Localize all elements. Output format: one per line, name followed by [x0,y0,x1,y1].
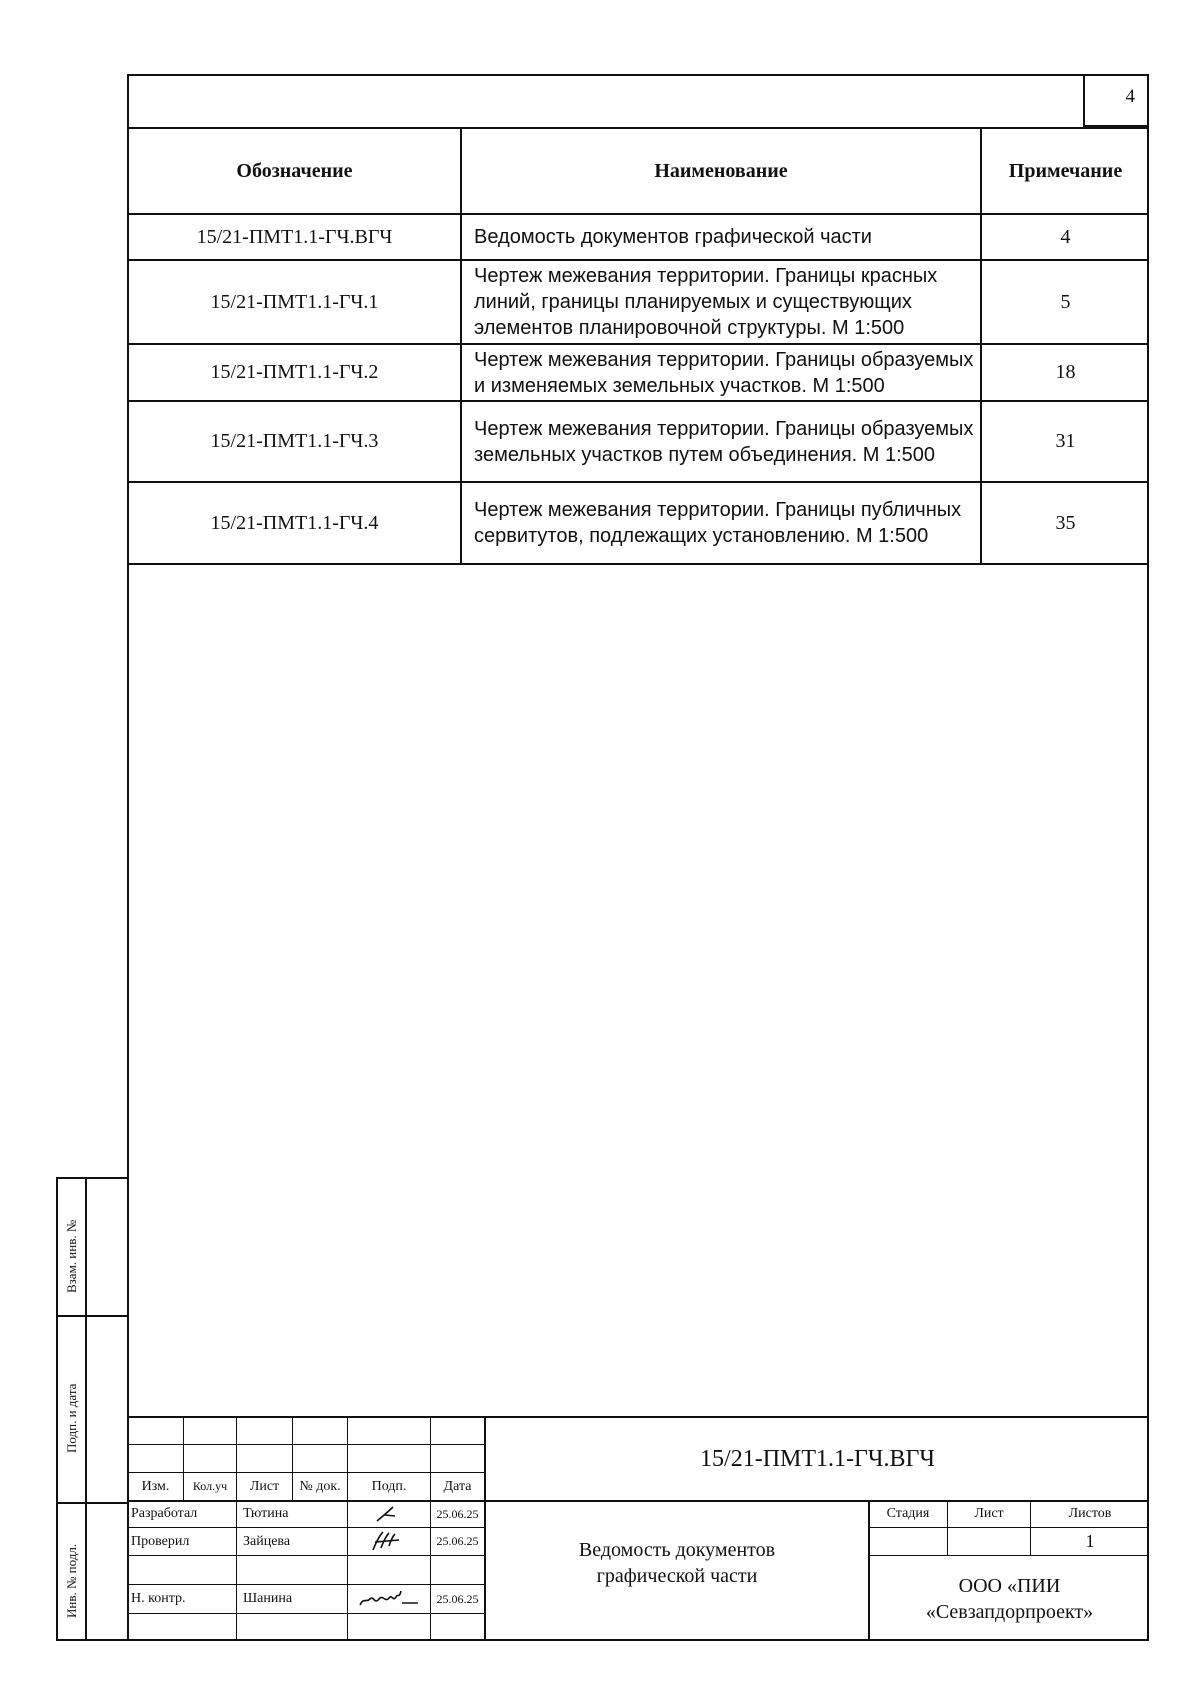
stamp-sheets-count: 1 [1085,1531,1095,1551]
stamp-role: Н. контр. [131,1591,186,1606]
row-name: Чертеж межевания территории. Границы образуемых и изменяемых земельных участков. М 1:500 [474,348,974,397]
stamp-label-data: Дата [443,1478,472,1494]
row-designation: 15/21-ПМТ1.1-ГЧ.3 [210,430,379,452]
header-note: Примечание [1008,159,1123,182]
table-row-line [127,563,1149,565]
stamp-title [486,1502,868,1641]
row-name: Чертеж межевания территории. Границы публичных сервитутов, подлежащих установлению. М 1:500 [474,499,962,547]
stamp-person-name: Зайцева [243,1533,291,1549]
stamp-organization [870,1556,1149,1641]
side-strip-line [56,1502,127,1504]
stamp-role: Проверил [131,1533,190,1549]
stamp-label-izm: Изм. [141,1478,170,1494]
stamp-col-line [236,1416,237,1641]
side-label-vzam: Взам. инв. № [64,1219,79,1293]
stamp-sheet-label: Лист [974,1506,1004,1521]
stamp-doc-code: 15/21-ПМТ1.1-ГЧ.ВГЧ [700,1445,935,1472]
row-designation: 15/21-ПМТ1.1-ГЧ.1 [210,290,379,313]
stamp-row-line [127,1555,485,1556]
stamp-row-line [127,1444,485,1445]
stamp-stage-label: Стадия [886,1506,930,1521]
stamp-date: 25.06.25 [436,1534,479,1548]
stamp-person-name: Шанина [243,1591,293,1606]
row-name: Чертеж межевания территории. Границы образуемых земельных участков путем объединения. М 1:500 [474,417,974,466]
stamp-col-line [347,1416,348,1641]
stamp-role: Разработал [131,1506,198,1521]
row-name: Чертеж межевания территории. Границы красных линий, границы планируемых и существующих элементов планировочной структуры. М 1:500 [474,265,938,339]
stamp-title-line2: графической части [596,1564,758,1587]
row-designation: 15/21-ПМТ1.1-ГЧ.ВГЧ [196,225,393,248]
side-strip-divider [85,1177,87,1641]
stamp-date: 25.06.25 [436,1591,479,1606]
stamp-label-kol: Кол.уч [192,1479,228,1493]
stamp-org-line1: ООО «ПИИ [958,1574,1061,1597]
side-label-inv: Инв. № подл. [64,1543,79,1618]
stamp-label-ndoc: № док. [299,1478,341,1494]
row-designation: 15/21-ПМТ1.1-ГЧ.4 [210,511,379,534]
row-name: Ведомость документов графической части [474,226,872,248]
signature-razrabotal [355,1502,425,1526]
stamp-sheets-label: Листов [1068,1506,1112,1521]
stamp-org-line2: «Севзапдорпроект» [925,1600,1094,1623]
stamp-row-line [127,1613,485,1614]
side-strip-line [56,1315,127,1317]
signature-nkontr [352,1585,430,1613]
row-note: 4 [1060,225,1071,248]
row-designation: 15/21-ПМТ1.1-ГЧ.2 [210,361,379,383]
row-note: 5 [1060,290,1071,313]
stamp-label-podp: Подп. [371,1478,407,1494]
stamp-title-line1: Ведомость документов [578,1538,776,1561]
header-name: Наименование [654,159,788,182]
stamp-date: 25.06.25 [436,1506,479,1521]
header-designation: Обозначение [236,159,353,182]
row-note: 18 [1055,361,1076,383]
row-note: 31 [1055,430,1076,452]
stamp-person-name: Тютина [243,1506,289,1521]
row-note: 35 [1055,511,1076,534]
signature-proveril [355,1528,425,1555]
stamp-label-list: Лист [249,1478,280,1494]
page-number: 4 [1125,86,1135,107]
side-label-podp: Подп. и дата [64,1383,79,1453]
